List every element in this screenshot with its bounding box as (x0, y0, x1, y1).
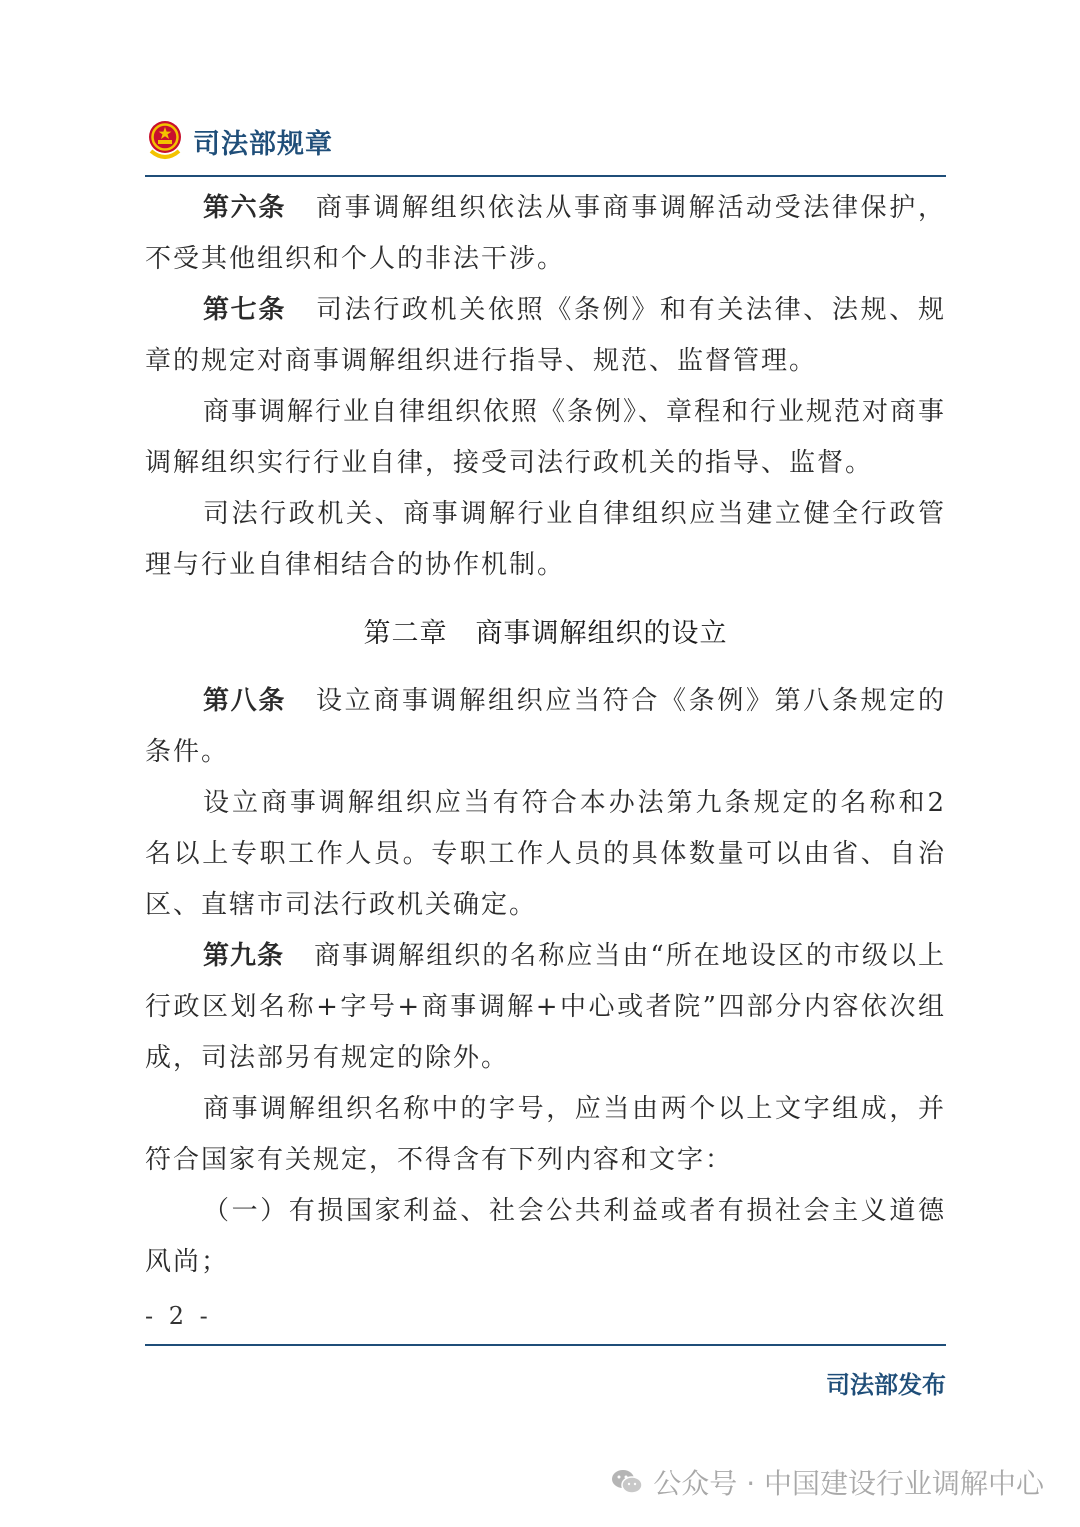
list-item: （一）有损国家利益、社会公共利益或者有损社会主义道德风尚； (145, 1196, 946, 1277)
page-number: - 2 - (145, 1302, 212, 1330)
article-number: 第六条 (203, 193, 286, 223)
watermark (611, 1462, 1044, 1502)
paragraph: 设立商事调解组织应当有符合本办法第九条规定的名称和2名以上专职工作人员。专职工作人员的具体数量可以由省、自治区、直辖市司法行政机关确定。 (145, 788, 946, 920)
national-emblem-icon (145, 119, 185, 163)
article-8 (145, 676, 946, 778)
article-6 (145, 183, 946, 285)
watermark-text: 公众号 · 中国建设行业调解中心 (653, 1467, 1044, 1500)
article-text: 设立商事调解组织应当符合《条例》第八条规定的条件。 (145, 686, 946, 767)
paragraph: 商事调解组织名称中的字号，应当由两个以上文字组成，并符合国家有关规定，不得含有下列内容和文字： (145, 1094, 946, 1175)
page-header (145, 116, 333, 166)
chapter-title: 商事调解组织的设立 (475, 618, 728, 649)
chapter-number: 第二章 (363, 618, 448, 649)
article-text: 商事调解组织的名称应当由“所在地设区的市级以上行政区划名称+字号+商事调解+中心或者院”四部分内容依次组成，司法部另有规定的除外。 (145, 941, 946, 1073)
article-text: 司法行政机关依照《条例》和有关法律、法规、规章的规定对商事调解组织进行指导、规范、监督管理。 (145, 295, 946, 376)
publisher-label: 司法部发布 (826, 1371, 946, 1399)
header-title: 司法部规章 (193, 128, 333, 160)
article-9 (145, 931, 946, 1084)
article-7 (145, 285, 946, 387)
paragraph: 司法行政机关、商事调解行业自律组织应当建立健全行政管理与行业自律相结合的协作机制。 (145, 499, 946, 580)
chapter-heading (145, 591, 946, 676)
article-number: 第七条 (203, 295, 286, 325)
article-number: 第八条 (203, 686, 286, 716)
article-number: 第九条 (203, 941, 285, 971)
header-divider (145, 175, 946, 177)
document-body (145, 183, 946, 1288)
paragraph: 商事调解行业自律组织依照《条例》、章程和行业规范对商事调解组织实行行业自律，接受司法行政机关的指导、监督。 (145, 397, 947, 478)
wechat-icon (611, 1468, 643, 1496)
article-text: 商事调解组织依法从事商事调解活动受法律保护，不受其他组织和个人的非法干涉。 (145, 193, 946, 274)
footer-divider (145, 1344, 946, 1346)
